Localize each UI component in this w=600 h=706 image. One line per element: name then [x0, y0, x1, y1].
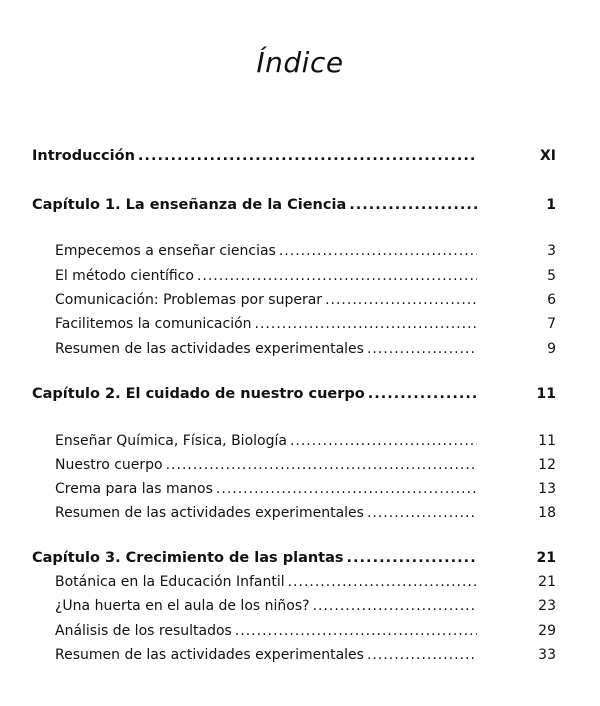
toc-page-number: 11 [538, 433, 556, 449]
toc-entry-label: Nuestro cuerpo [55, 457, 163, 473]
toc-section-entry [55, 623, 480, 639]
toc-page-number: 29 [538, 623, 556, 639]
toc-section-entry [55, 341, 480, 357]
toc-chapter-entry [32, 148, 480, 164]
toc-page-number: 23 [538, 598, 556, 614]
toc-page-number: 12 [538, 457, 556, 473]
toc-section-entry [55, 481, 480, 497]
dot-leader [367, 341, 477, 357]
toc-page-number: 21 [538, 574, 556, 590]
toc-entry-label: Resumen de las actividades experimentales [55, 647, 364, 663]
toc-entry-label: Crema para las manos [55, 481, 213, 497]
toc-section-entry [55, 647, 480, 663]
page-title: Índice [256, 46, 344, 79]
toc-section-entry [55, 598, 480, 614]
toc-page-number: 13 [538, 481, 556, 497]
toc-entry-label: Enseñar Química, Física, Biología [55, 433, 287, 449]
dot-leader [368, 386, 477, 402]
dot-leader [290, 433, 477, 449]
toc-chapter-entry [32, 197, 480, 213]
toc-page-number: 5 [547, 268, 556, 284]
toc-entry-label: Resumen de las actividades experimentales [55, 341, 364, 357]
toc-page-number: 9 [547, 341, 556, 357]
dot-leader [197, 268, 477, 284]
toc-section-entry [55, 268, 480, 284]
toc-section-entry [55, 316, 480, 332]
dot-leader [216, 481, 477, 497]
toc-chapter-entry [32, 386, 480, 402]
toc-section-entry [55, 457, 480, 473]
dot-leader [288, 574, 477, 590]
toc-entry-label: Botánica en la Educación Infantil [55, 574, 285, 590]
toc-page-number: 3 [547, 243, 556, 259]
toc-entry-label: Análisis de los resultados [55, 623, 232, 639]
dot-leader [349, 197, 477, 213]
toc-page-number: 11 [536, 386, 556, 402]
dot-leader [166, 457, 477, 473]
toc-section-entry [55, 243, 480, 259]
toc-section-entry [55, 505, 480, 521]
toc-entry-label: Resumen de las actividades experimentales [55, 505, 364, 521]
dot-leader [279, 243, 477, 259]
toc-entry-label: Capítulo 1. La enseñanza de la Ciencia [32, 197, 347, 213]
dot-leader [255, 316, 477, 332]
dot-leader [235, 623, 477, 639]
toc-entry-label: Capítulo 3. Crecimiento de las plantas [32, 550, 344, 566]
toc-section-entry [55, 574, 480, 590]
dot-leader [347, 550, 477, 566]
toc-page-number: XI [539, 148, 556, 164]
toc-entry-label: El método científico [55, 268, 194, 284]
toc-page-number: 7 [547, 316, 556, 332]
toc-page-number: 18 [538, 505, 556, 521]
dot-leader [325, 292, 477, 308]
dot-leader [367, 505, 477, 521]
toc-entry-label: ¿Una huerta en el aula de los niños? [55, 598, 310, 614]
toc-page-number: 33 [538, 647, 556, 663]
toc-chapter-entry [32, 550, 480, 566]
toc-entry-label: Facilitemos la comunicación [55, 316, 252, 332]
toc-section-entry [55, 292, 480, 308]
toc-page-number: 6 [547, 292, 556, 308]
toc-entry-label: Introducción [32, 148, 135, 164]
dot-leader [313, 598, 477, 614]
dot-leader [367, 647, 477, 663]
toc-section-entry [55, 433, 480, 449]
toc-entry-label: Comunicación: Problemas por superar [55, 292, 323, 308]
toc-page-number: 1 [546, 197, 556, 213]
dot-leader [138, 148, 477, 164]
toc-page-number: 21 [536, 550, 556, 566]
toc-entry-label: Capítulo 2. El cuidado de nuestro cuerpo [32, 386, 365, 402]
toc-entry-label: Empecemos a enseñar ciencias [55, 243, 276, 259]
